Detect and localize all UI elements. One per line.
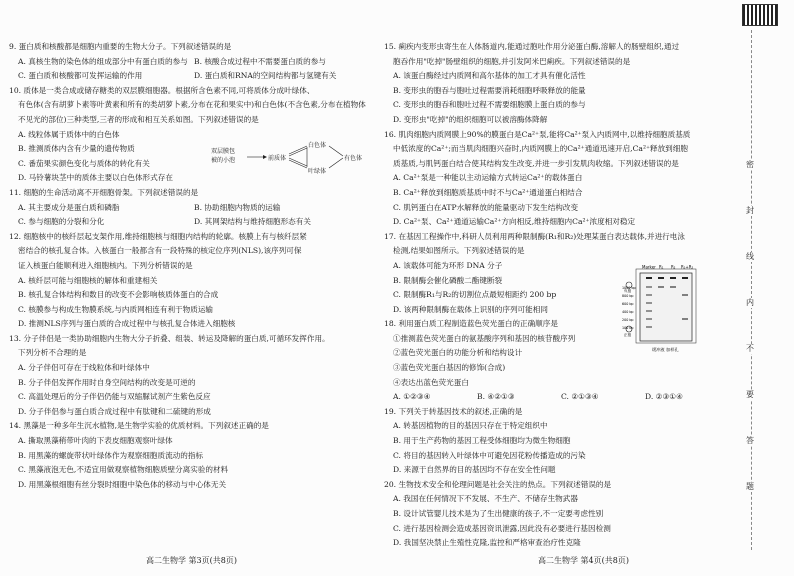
line-text: C. 变形虫的胞吞和胞吐过程不需要细胞膜上蛋白质的参与 — [393, 100, 586, 110]
answer-option: A. ①②③④ — [393, 392, 431, 402]
line-text: A. 线粒体属于质体中的白色体 — [18, 129, 120, 139]
line-text: A. 分子伴侣可存在于线粒体和叶绿体中 — [18, 363, 150, 373]
question-text-line — [9, 478, 377, 493]
band-size-label: 1000 bp — [622, 286, 636, 290]
question-text-line — [9, 274, 377, 289]
question-stem — [384, 230, 752, 245]
lane-label-r2: R₂ — [671, 265, 676, 270]
line-text: 19. 下列关于转基因技术的叙述,正确的是 — [384, 406, 523, 416]
band-size-label: 800 bp — [622, 294, 634, 298]
question-text-line — [9, 449, 377, 464]
band-size-label: 400 bp — [622, 310, 634, 314]
line-text: 20. 生物技术安全和伦理问题是社会关注的热点。下列叙述错误的是 — [384, 479, 612, 489]
question-text-line — [9, 55, 377, 70]
question-text-line — [384, 142, 752, 157]
line-text: D. 分子伴侣参与蛋白质合成过程中有肽键和二硫键的形成 — [18, 406, 211, 416]
line-text: D. 来源于自然界的目的基因均不存在安全性问题 — [393, 465, 556, 475]
line-text: ③蓝色荧光蛋白基因的修饰(合成) — [393, 363, 506, 373]
question-text-line — [9, 113, 377, 128]
question-text-line — [384, 244, 752, 259]
diagram-node-chromoplast: 有色体 — [344, 155, 363, 162]
question-text-line — [384, 434, 752, 449]
diagram-label-vesicle-2: 被的小泡 — [211, 157, 236, 164]
line-text: 10. 质体是一类合成或储存糖类的双层膜细胞器。根据所含色素不同,可将质体分成叶绿体、 — [9, 85, 315, 95]
line-text: 证入核蛋白能顺利进入细胞核内。下列分析错误的是 — [18, 260, 193, 270]
binding-strip-char: 密 — [743, 160, 757, 170]
plastid-diagram — [211, 140, 371, 174]
electrode-anode-label: 正极 — [624, 333, 632, 337]
line-text: A. 转基因植物的目的基因只存在于特定组织中 — [393, 421, 548, 431]
diagram-node-chloroplast: 叶绿体 — [308, 168, 327, 175]
question-text-line — [9, 390, 377, 405]
line-text: B. 分子伴侣发挥作用时自身空间结构的改变是可逆的 — [18, 377, 196, 387]
line-text: C. 蛋白质和核酸都可发挥运输的作用 — [18, 71, 143, 81]
question-text-line — [9, 317, 377, 332]
line-text: C. 将目的基因转入叶绿体中可避免因花粉传播造成的污染 — [393, 450, 586, 460]
line-text: C. 肌钙蛋白在ATP水解释放的能量驱动下发生结构改变 — [393, 202, 579, 212]
line-text: 有色体(含有胡萝卜素等叶黄素和所有的类胡萝卜素,分布在花和果实中)和白色体(不含色素,分布在植物体 — [18, 100, 366, 110]
line-text: A. 该蛋白酶经过内质网和高尔基体的加工才具有催化活性 — [393, 71, 586, 81]
line-text: 密结合的核孔复合体。入核蛋白一般都含有一段特殊的核定位序列(NLS),该序列可保 — [18, 246, 302, 256]
line-text: ④表达出蓝色荧光蛋白 — [393, 377, 469, 387]
line-text: D. Ca²⁺泵、Ca²⁺通道运输Ca²⁺方向相反,维持细胞内Ca²⁺浓度相对稳定 — [393, 217, 636, 227]
line-text-second-option: D. 其网架结构与维持细胞形态有关 — [194, 217, 311, 227]
question-stem — [384, 478, 752, 493]
line-text: A. 我国在任何情况下不发展、不生产、不储存生物武器 — [393, 494, 578, 504]
answer-options-row — [384, 390, 752, 405]
electrode-cathode-label: 负极 — [624, 289, 632, 293]
line-text: B. 推测质体内含有少量的遗传物质 — [18, 144, 135, 154]
line-text: A. 该载体可能为环形 DNA 分子 — [393, 260, 503, 270]
line-text: D. 用黑藻根细胞有丝分裂时细胞中染色体的移动与中心体无关 — [18, 479, 227, 489]
line-text: D. 该两种限制酶在载体上识别的序列可能相同 — [393, 304, 548, 314]
binding-strip-char: 不 — [743, 344, 757, 354]
diagram-label-vesicle-1: 双层膜包 — [211, 148, 236, 155]
line-text: 胞吞作用"吃掉"肠壁组织的细胞,并引发阿米巴痢疾。下列叙述错误的是 — [393, 56, 631, 66]
question-text-line — [384, 536, 752, 551]
left-column — [9, 40, 377, 492]
line-text: 18. 利用蛋白质工程制造蓝色荧光蛋白的正确顺序是 — [384, 319, 558, 329]
question-text-line — [9, 259, 377, 274]
line-text: A. Ca²⁺泵是一种能以主动运输方式转运Ca²⁺的载体蛋白 — [393, 173, 583, 183]
line-text-second-option: D. 蛋白质和RNA的空间结构都与氢键有关 — [194, 71, 337, 81]
question-text-line — [9, 98, 377, 113]
question-text-line — [384, 55, 752, 70]
question-text-line — [9, 405, 377, 420]
diagram-node-proplastid: 前质体 — [268, 155, 287, 162]
question-stem — [9, 419, 377, 434]
line-text: A. 真核生物的染色体的组成部分中有蛋白质的参与 — [18, 56, 188, 66]
question-stem — [384, 40, 752, 55]
question-text-line — [9, 69, 377, 84]
binding-strip-char: 内 — [743, 298, 757, 308]
question-text-line — [9, 361, 377, 376]
answer-option: B. ④②①③ — [477, 392, 515, 402]
question-text-line — [9, 288, 377, 303]
question-stem — [9, 84, 377, 99]
question-text-line — [9, 463, 377, 478]
line-text: 不见光的部位)三种类型,三者的形成和相互关系如图。下列叙述错误的是 — [18, 114, 259, 124]
line-text: 质基质,与肌钙蛋白结合使其结构发生改变,并进一步引发肌肉收缩。下列叙述错误的是 — [393, 158, 679, 168]
line-text: A. 撕取黑藻稍带叶肉的下表皮细胞观察叶绿体 — [18, 436, 173, 446]
line-text: C. 高温处理后的分子伴侣仍能与双缩脲试剂产生紫色反应 — [18, 392, 211, 402]
line-text: C. 参与细胞的分裂和分化 — [18, 217, 105, 227]
lane-label-r1: R₁ — [659, 265, 664, 270]
line-text: 11. 细胞的生命活动离不开细胞骨架。下列叙述错误的是 — [9, 187, 199, 197]
line-text: B. 限制酶会催化磷酸二酯键断裂 — [393, 275, 503, 285]
binding-strip-char: 题 — [743, 482, 757, 492]
line-text: B. 设计试管婴儿技术是为了生出健康的孩子,不一定要考虑性别 — [393, 509, 604, 518]
line-text: B. 用于生产药物的基因工程受体细胞均为微生物细胞 — [393, 436, 571, 446]
line-text: 检测,结果如图所示。下列叙述错误的是 — [393, 246, 525, 256]
page-footer-right: 高二生物学 第4页(共8页) — [538, 556, 629, 565]
line-text: 9. 蛋白质和核酸都是细胞内重要的生物大分子。下列叙述错误的是 — [9, 42, 232, 51]
line-text: ②蓝色荧光蛋白的功能分析和结构设计 — [393, 348, 523, 358]
line-text: C. 黑藻液泡无色,不适宜用做观察植物细胞质壁分离实验的材料 — [18, 465, 229, 475]
buffer-label: 缓冲液 — [652, 347, 665, 352]
question-text-line — [9, 303, 377, 318]
question-text-line — [384, 361, 752, 376]
qr-code-icon — [742, 4, 778, 26]
question-text-line — [384, 376, 752, 391]
band-size-label: 600 bp — [622, 302, 634, 306]
line-text: C. 进行基因检测会造成基因资讯泄露,因此没有必要进行基因检测 — [393, 523, 611, 533]
line-text-second-option: B. 核酸合成过程中不需要蛋白质的参与 — [194, 56, 326, 66]
diagram-node-leucoplast: 白色体 — [308, 142, 327, 149]
question-stem — [9, 40, 377, 55]
well-label: 加样孔 — [666, 347, 679, 352]
binding-strip-char: 线 — [743, 252, 757, 262]
line-text: D. 我国坚决禁止生殖性克隆,监控和严格审查治疗性克隆 — [393, 538, 581, 548]
question-text-line — [384, 84, 752, 99]
line-text: 中低浓度的Ca²⁺;而当肌肉细胞兴奋时,内质网膜上的Ca²⁺通道迅速开启,Ca²⁺释放到细胞 — [393, 144, 688, 154]
line-text: B. 变形虫的胞吞与胞吐过程需要消耗细胞呼吸释放的能量 — [393, 85, 586, 95]
band-size-label: 200 bp — [622, 318, 634, 322]
line-text: 14. 黑藻是一种多年生沉水植物,是生物学实验的优质材料。下列叙述正确的是 — [9, 421, 269, 431]
line-text: B. 核孔复合体结构和数目的改变不会影响核质体蛋白的合成 — [18, 290, 219, 300]
question-text-line — [384, 419, 752, 434]
line-text: D. 变形虫"吃掉"的组织细胞可以被溶酶体降解 — [393, 114, 548, 124]
question-text-line — [9, 346, 377, 361]
question-stem — [384, 128, 752, 143]
lane-label-marker: Marker — [642, 265, 656, 270]
question-text-line — [384, 492, 752, 507]
electrophoresis-figure — [622, 265, 702, 355]
line-text: B. Ca²⁺释放到细胞质基质中时不与Ca²⁺通道蛋白相结合 — [393, 187, 583, 197]
electrophoresis-gel — [622, 265, 702, 355]
question-stem — [9, 332, 377, 347]
answer-option: D. ②③①④ — [645, 392, 683, 402]
question-stem — [384, 405, 752, 420]
line-text: 下列分析不合理的是 — [18, 348, 87, 358]
question-text-line — [9, 201, 377, 216]
question-text-line — [384, 171, 752, 186]
binding-strip-char: 要 — [743, 390, 757, 400]
band-size-label: 100 bp — [622, 326, 634, 330]
question-text-line — [9, 244, 377, 259]
line-text: C. 限制酶R₁与R₂的切割位点最短相距约 200 bp — [393, 290, 557, 300]
line-text: 13. 分子伴侣是一类协助细胞内生物大分子折叠、组装、转运及降解的蛋白质,可循环发挥作用。 — [9, 333, 330, 343]
question-text-line — [384, 98, 752, 113]
line-text: 12. 细胞核中的核纤层起支架作用,维持细胞核与细胞内结构的轮廓。核膜上有与核纤层紧 — [9, 231, 307, 241]
question-text-line — [384, 113, 752, 128]
question-text-line — [384, 201, 752, 216]
question-text-line — [384, 507, 752, 522]
question-text-line — [384, 463, 752, 478]
page-footer-left: 高二生物学 第3页(共8页) — [146, 556, 237, 565]
question-text-line — [9, 434, 377, 449]
question-text-line — [384, 69, 752, 84]
question-stem — [9, 186, 377, 201]
question-text-line — [9, 215, 377, 230]
line-text: D. 推测NLS序列与蛋白质的合成过程中与核孔复合体进入细胞核 — [18, 319, 236, 329]
line-text: C. 核膜参与构成生物膜系统,与内质网相连有利于物质运输 — [18, 304, 214, 314]
line-text: D. 马铃薯块茎中的质体主要以白色体形式存在 — [18, 173, 173, 183]
lane-label-r1r2: R₁+R₂ — [681, 265, 694, 270]
line-text: C. 番茄果实颜色变化与质体的转化有关 — [18, 158, 150, 168]
line-text: B. 用黑藻的螺旋带状叶绿体作为观察细胞质流动的指标 — [18, 450, 204, 460]
line-text: ①推测蓝色荧光蛋白的氨基酸序列和基因的核苷酸序列 — [393, 333, 576, 343]
question-text-line — [384, 157, 752, 172]
question-stem — [9, 230, 377, 245]
question-text-line — [9, 376, 377, 391]
question-text-line — [384, 186, 752, 201]
line-text: 17. 在基因工程操作中,科研人员利用两种限制酶(R₁和R₂)处理某蛋白表达载体,并进行电泳 — [384, 231, 685, 241]
question-text-line — [384, 449, 752, 464]
question-text-line — [384, 522, 752, 537]
question-text-line — [384, 215, 752, 230]
binding-line-strip — [737, 30, 767, 550]
line-text: A. 核纤层可能与细胞核的解体和重建相关 — [18, 275, 158, 285]
binding-strip-char: 封 — [743, 206, 757, 216]
binding-strip-char: 答 — [743, 436, 757, 446]
answer-option: C. ②①③④ — [561, 392, 599, 402]
line-text: A. 其主要成分是蛋白质和磷脂 — [18, 202, 120, 212]
line-text-second-option: B. 协助细胞内物质的运输 — [194, 202, 281, 212]
line-text: 15. 痢疾内变形虫寄生在人体肠道内,能通过胞吐作用分泌蛋白酶,溶解人的肠壁组织,通过 — [384, 42, 680, 51]
line-text: 16. 肌肉细胞内质网膜上90%的膜蛋白是Ca²⁺泵,能将Ca²⁺泵入内质网中,以维持细胞质基质 — [384, 129, 691, 139]
